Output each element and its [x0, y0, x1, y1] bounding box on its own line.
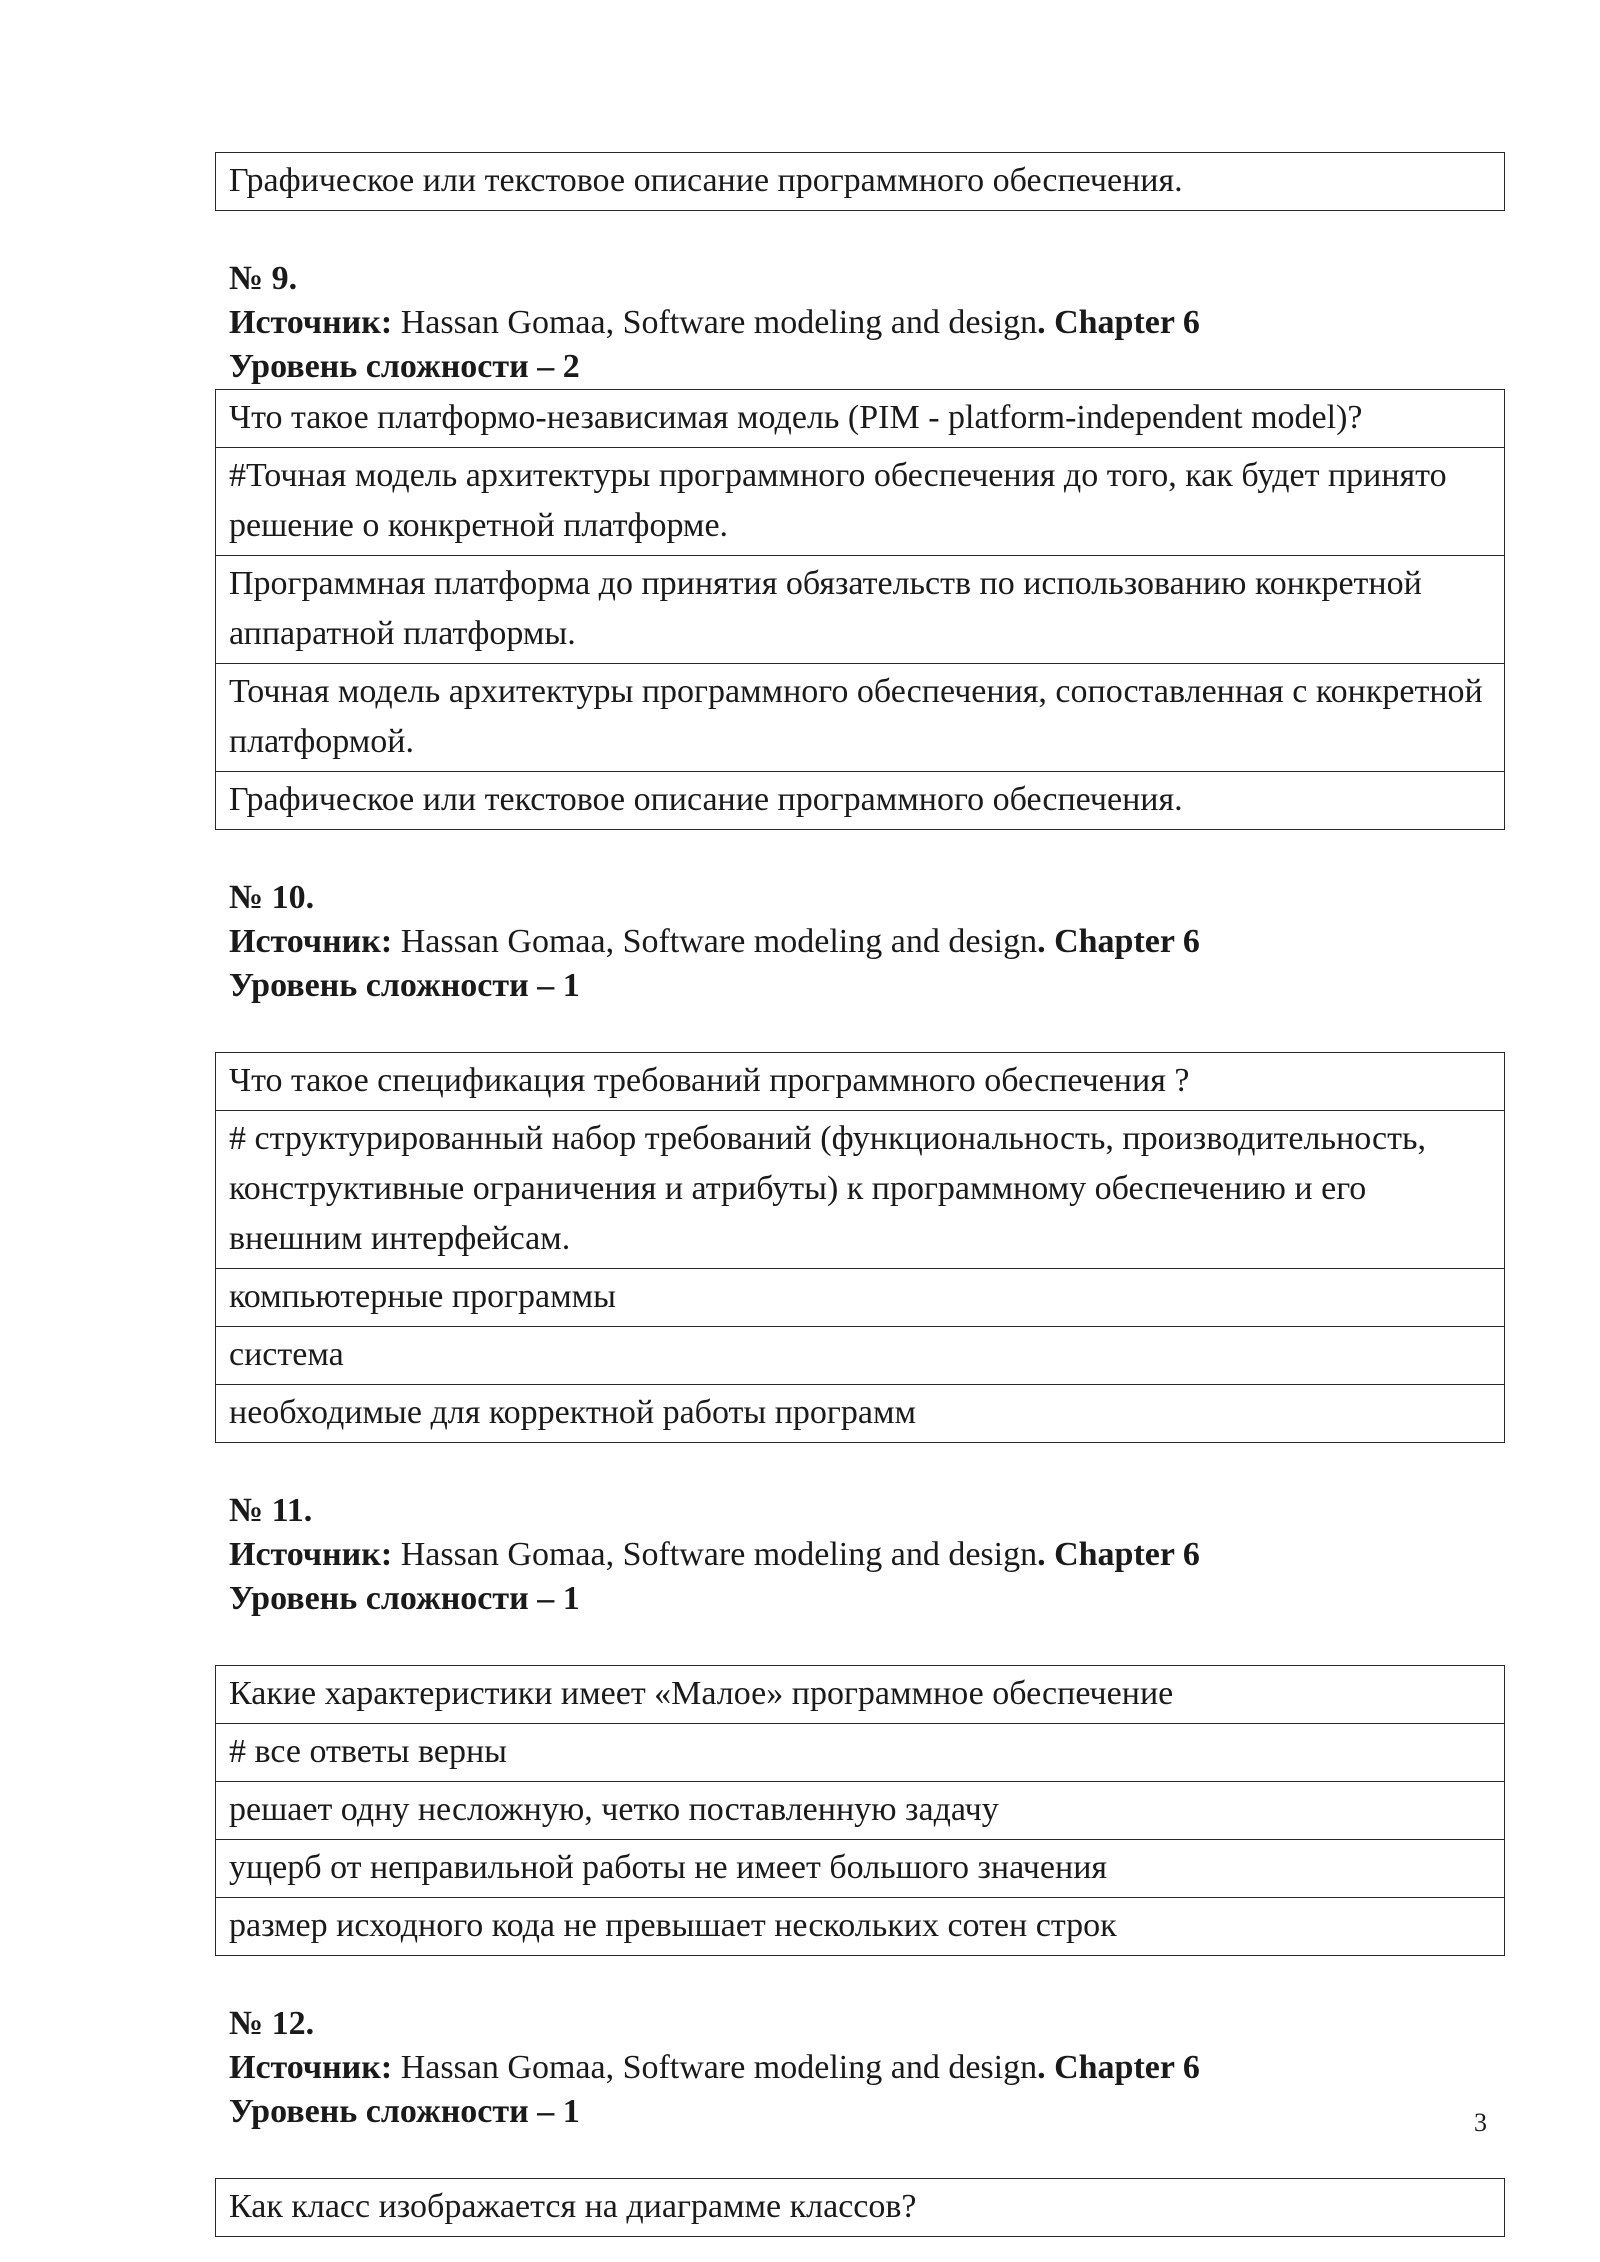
answer-row	[216, 448, 1505, 556]
answer-row	[216, 1385, 1505, 1443]
answer-option: Точная модель архитектуры программного обеспечения, сопоставленная с конкретной платформой.	[216, 664, 1505, 772]
question-number: № 12.	[229, 2005, 315, 2042]
answer-row	[216, 556, 1505, 664]
question-number: № 9.	[229, 260, 298, 297]
question-text: Что такое платформо-независимая модель (PIM - platform-independent model)?	[216, 390, 1505, 448]
answer-correct: # структурированный набор требований (функциональность, производительность, конструктивные ограничения и атрибуты) к программному обеспечению и его внешним интерфейсам.	[216, 1111, 1505, 1269]
question-difficulty	[229, 1577, 1505, 1621]
question-12	[215, 2002, 1505, 2237]
source-label: Источник:	[229, 1536, 393, 1573]
source-text: Hassan Gomaa, Software modeling and design	[400, 304, 1038, 341]
difficulty-label: Уровень сложности –	[229, 2093, 563, 2130]
question-10	[215, 876, 1505, 1443]
question-header	[215, 1489, 1505, 1621]
question-source	[229, 2046, 1505, 2090]
question-text: Как класс изображается на диаграмме классов?	[216, 2179, 1505, 2237]
answer-option: необходимые для корректной работы программ	[216, 1385, 1505, 1443]
answer-option: решает одну несложную, четко поставленную задачу	[216, 1782, 1505, 1840]
answer-row	[216, 664, 1505, 772]
question-number: № 10.	[229, 879, 315, 916]
answer-option: система	[216, 1327, 1505, 1385]
answer-row	[216, 1327, 1505, 1385]
question-difficulty	[229, 2090, 1505, 2134]
question-header	[215, 2002, 1505, 2134]
answer-table-continued	[215, 152, 1505, 211]
question-text: Что такое спецификация требований программного обеспечения ?	[216, 1053, 1505, 1111]
difficulty-value: 2	[562, 348, 580, 385]
answer-correct: #Точная модель архитектуры программного обеспечения до того, как будет принято решение о конкретной платформе.	[216, 448, 1505, 556]
question-difficulty	[229, 345, 1505, 389]
answer-correct: # все ответы верны	[216, 1724, 1505, 1782]
answer-row	[216, 1111, 1505, 1269]
answer-option: Графическое или текстовое описание программного обеспечения.	[216, 772, 1505, 830]
answer-option: ущерб от неправильной работы не имеет большого значения	[216, 1840, 1505, 1898]
answer-row	[216, 772, 1505, 830]
question-header	[215, 876, 1505, 1008]
question-table	[215, 1665, 1505, 1956]
difficulty-label: Уровень сложности –	[229, 1580, 563, 1617]
difficulty-value: 1	[562, 2093, 580, 2130]
answer-row	[216, 1840, 1505, 1898]
answer-option: компьютерные программы	[216, 1269, 1505, 1327]
question-source	[229, 301, 1505, 345]
difficulty-value: 1	[562, 967, 580, 1004]
difficulty-value: 1	[562, 1580, 580, 1617]
answer-option: размер исходного кода не превышает нескольких сотен строк	[216, 1898, 1505, 1956]
question-row	[216, 1053, 1505, 1111]
question-difficulty	[229, 964, 1505, 1008]
question-header	[215, 257, 1505, 389]
question-text: Какие характеристики имеет «Малое» программное обеспечение	[216, 1666, 1505, 1724]
answer-row	[216, 1782, 1505, 1840]
answer-row	[216, 1724, 1505, 1782]
page-content	[215, 152, 1505, 2237]
answer-row	[216, 1269, 1505, 1327]
difficulty-label: Уровень сложности –	[229, 967, 563, 1004]
source-label: Источник:	[229, 304, 393, 341]
question-9	[215, 257, 1505, 830]
page-number: 3	[1474, 2108, 1487, 2137]
source-text: Hassan Gomaa, Software modeling and design	[400, 1536, 1038, 1573]
question-11	[215, 1489, 1505, 1956]
answer-option: Программная платформа до принятия обязательств по использованию конкретной аппаратной платформы.	[216, 556, 1505, 664]
question-row	[216, 390, 1505, 448]
source-text: Hassan Gomaa, Software modeling and design	[400, 2049, 1038, 2086]
source-chapter: . Chapter 6	[1037, 1536, 1200, 1573]
question-number: № 11.	[229, 1492, 313, 1529]
difficulty-label: Уровень сложности –	[229, 348, 563, 385]
question-row	[216, 1666, 1505, 1724]
question-row	[216, 2179, 1505, 2237]
table-cell: Графическое или текстовое описание программного обеспечения.	[216, 153, 1505, 211]
source-label: Источник:	[229, 2049, 393, 2086]
question-source	[229, 920, 1505, 964]
source-chapter: . Chapter 6	[1037, 2049, 1200, 2086]
table-row	[216, 153, 1505, 211]
question-table	[215, 2178, 1505, 2237]
question-table	[215, 389, 1505, 830]
source-chapter: . Chapter 6	[1037, 304, 1200, 341]
source-chapter: . Chapter 6	[1037, 923, 1200, 960]
answer-row	[216, 1898, 1505, 1956]
source-text: Hassan Gomaa, Software modeling and design	[400, 923, 1038, 960]
question-source	[229, 1533, 1505, 1577]
source-label: Источник:	[229, 923, 393, 960]
question-table	[215, 1052, 1505, 1443]
